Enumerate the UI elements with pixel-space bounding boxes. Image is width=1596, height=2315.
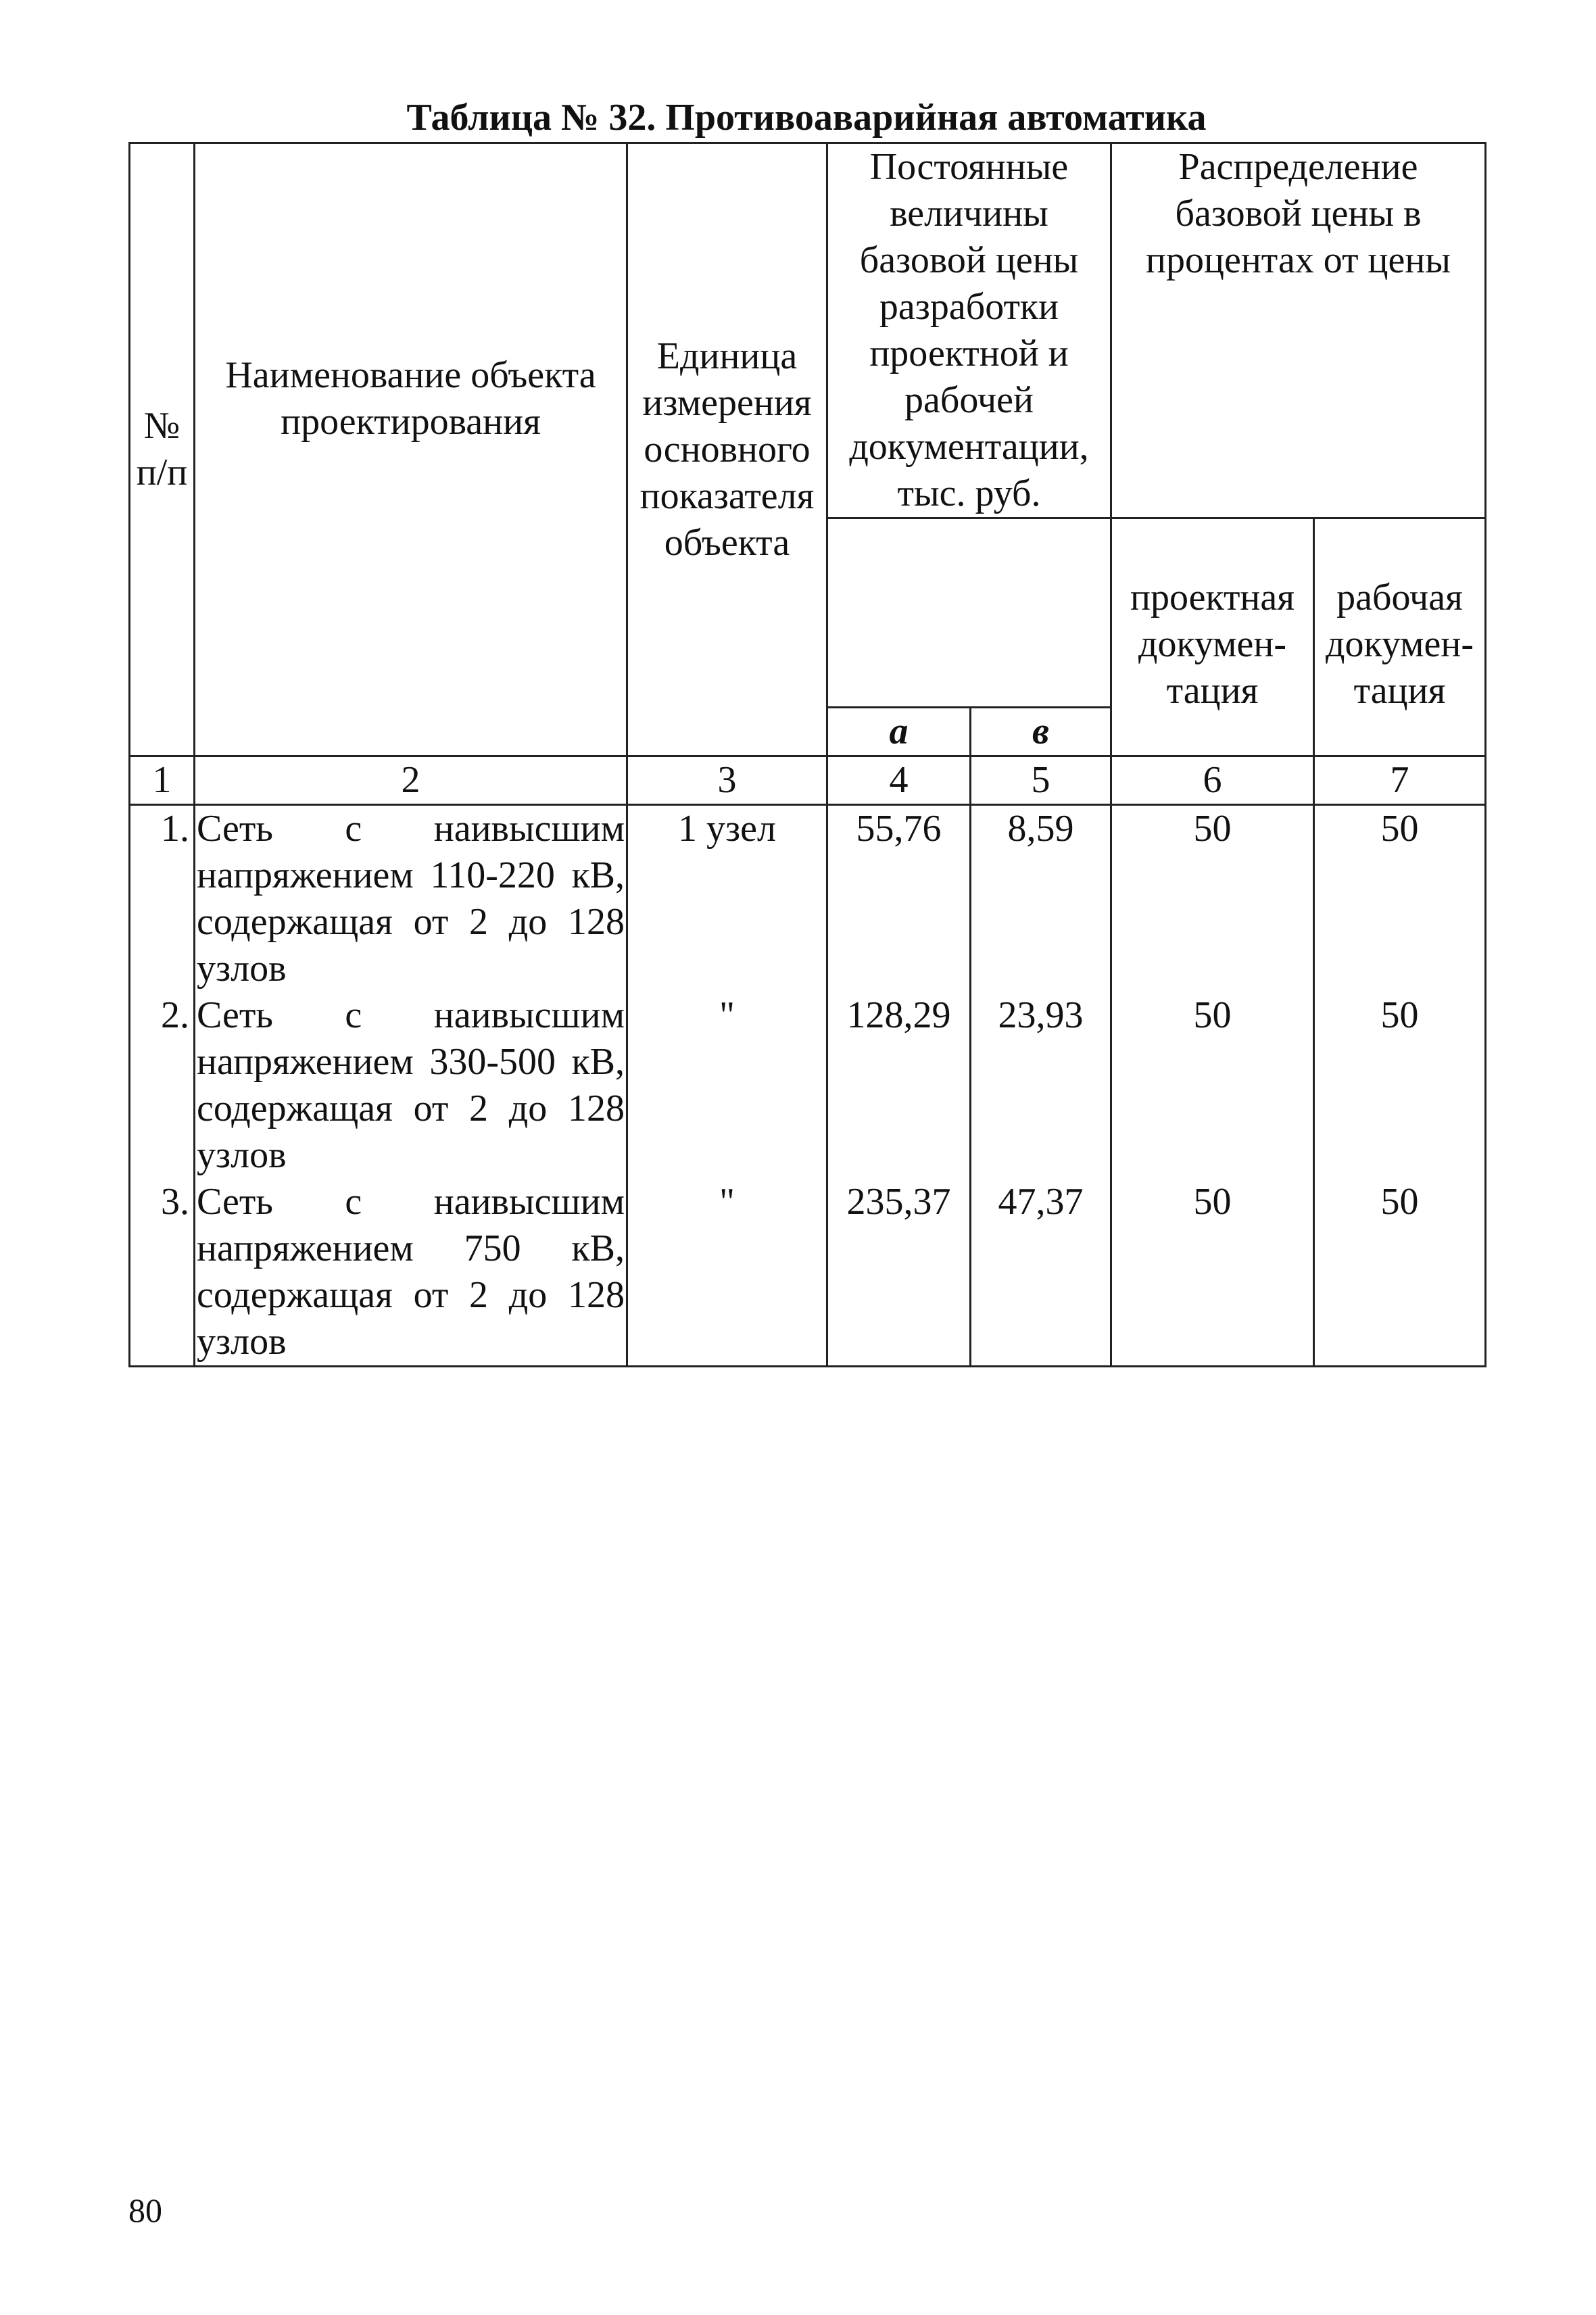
- row-value-a: 128,29: [827, 992, 971, 1179]
- row-number: 3.: [130, 1179, 195, 1367]
- header-no: № п/п: [130, 143, 195, 756]
- table-title: Таблица № 32. Противоаварийная автоматика: [406, 97, 1207, 139]
- header-constants: Постоянные величины базовой цены разработки проектной и рабочей документации, тыс. руб.: [827, 143, 1111, 518]
- row-working-percent: 50: [1314, 805, 1486, 993]
- table-row: [130, 805, 1486, 993]
- column-numbers-row: [130, 756, 1486, 805]
- header-const-a: а: [827, 708, 971, 756]
- column-number: 5: [971, 756, 1111, 805]
- header-design-doc: проектная докумен- тация: [1111, 518, 1314, 756]
- row-design-percent: 50: [1111, 1179, 1314, 1367]
- table-row: [130, 992, 1486, 1179]
- row-working-percent: 50: [1314, 992, 1486, 1179]
- row-value-a: 235,37: [827, 1179, 971, 1367]
- column-number: 6: [1111, 756, 1314, 805]
- row-name: Сеть с наивысшим напряжением 330-500 кВ, содержащая от 2 до 128 узлов: [195, 992, 627, 1179]
- row-unit: 1 узел: [627, 805, 827, 993]
- header-constants-cont: [827, 518, 1111, 708]
- table-row: [130, 1179, 1486, 1367]
- header-unit: Единица измерения основного показателя объекта: [627, 143, 827, 756]
- column-number: 1: [130, 756, 195, 805]
- header-distribution: Распределение базовой цены в процентах от цены: [1111, 143, 1486, 518]
- row-name: Сеть с наивысшим напряжением 110-220 кВ, содержащая от 2 до 128 узлов: [195, 805, 627, 993]
- row-number: 2.: [130, 992, 195, 1179]
- row-working-percent: 50: [1314, 1179, 1486, 1367]
- row-design-percent: 50: [1111, 805, 1314, 993]
- row-value-a: 55,76: [827, 805, 971, 993]
- row-unit: ": [627, 1179, 827, 1367]
- row-number: 1.: [130, 805, 195, 993]
- row-name: Сеть с наивысшим напряжением 750 кВ, содержащая от 2 до 128 узлов: [195, 1179, 627, 1367]
- column-number: 2: [195, 756, 627, 805]
- page-number: 80: [128, 2191, 162, 2229]
- header-const-b: в: [971, 708, 1111, 756]
- row-value-b: 8,59: [971, 805, 1111, 993]
- column-number: 3: [627, 756, 827, 805]
- header-working-doc: рабочая докумен- тация: [1314, 518, 1486, 756]
- row-design-percent: 50: [1111, 992, 1314, 1179]
- row-unit: ": [627, 992, 827, 1179]
- automation-table: [128, 142, 1486, 1367]
- row-value-b: 23,93: [971, 992, 1111, 1179]
- column-number: 4: [827, 756, 971, 805]
- header-name: Наименование объекта проектирования: [195, 143, 627, 756]
- column-number: 7: [1314, 756, 1486, 805]
- row-value-b: 47,37: [971, 1179, 1111, 1367]
